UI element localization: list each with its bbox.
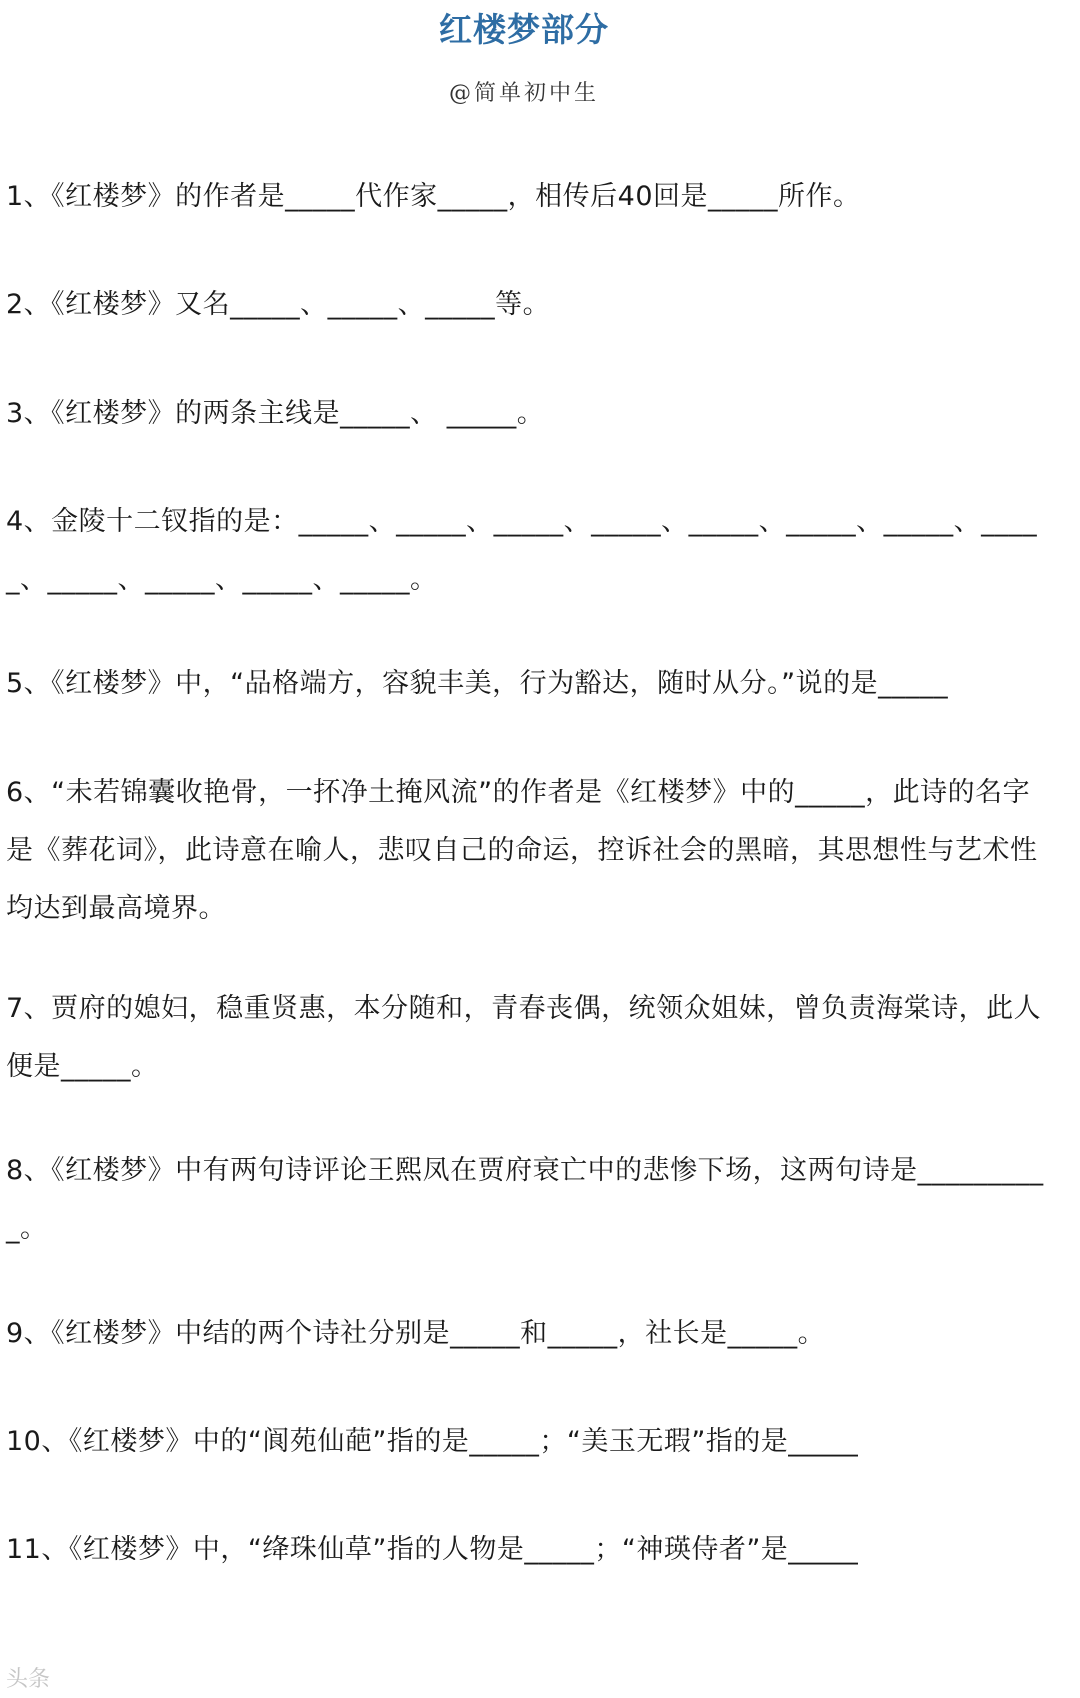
author-handle: @简单初中生 [448,81,599,106]
question-2: 2、《红楼梦》又名_____、_____、_____等。 [6,289,551,320]
question-7: 7、贾府的媳妇，稳重贤惠，本分随和，青春丧偶，统领众姐妹，曾负责海棠诗，此人便是_____。 [6,993,1042,1082]
question-10: 10、《红楼梦》中的“阆苑仙葩”指的是_____；“美玉无瑕”指的是_____ [6,1426,859,1457]
question-9: 9、《红楼梦》中结的两个诗社分别是_____和_____，社长是_____。 [6,1318,826,1349]
question-11: 11、《红楼梦》中，“绛珠仙草”指的人物是_____；“神瑛侍者”是_____ [6,1534,859,1565]
page-title: 红楼梦部分 [439,10,609,49]
question-8: 8、《红楼梦》中有两句诗评论王熙凤在贾府衰亡中的悲惨下场，这两句诗是__________。 [6,1155,1044,1244]
question-3: 3、《红楼梦》的两条主线是_____、 _____。 [6,398,545,429]
question-6: 6、“未若锦囊收艳骨，一抔净土掩风流”的作者是《红楼梦》中的_____，此诗的名字是《葬花词》，此诗意在喻人，悲叹自己的命运，控诉社会的黑暗，其思想性与艺术性均达到最高境界。 [6,777,1038,924]
question-4: 4、金陵十二钗指的是：_____、_____、_____、_____、_____、_____、_____、_____、_____、_____、_____、_____。 [6,506,1038,595]
question-1: 1、《红楼梦》的作者是_____代作家_____，相传后40回是_____所作。 [6,181,861,212]
watermark: 头条 [6,1667,51,1692]
question-5: 5、《红楼梦》中，“品格端方，容貌丰美，行为豁达，随时从分。”说的是_____ [6,668,949,699]
